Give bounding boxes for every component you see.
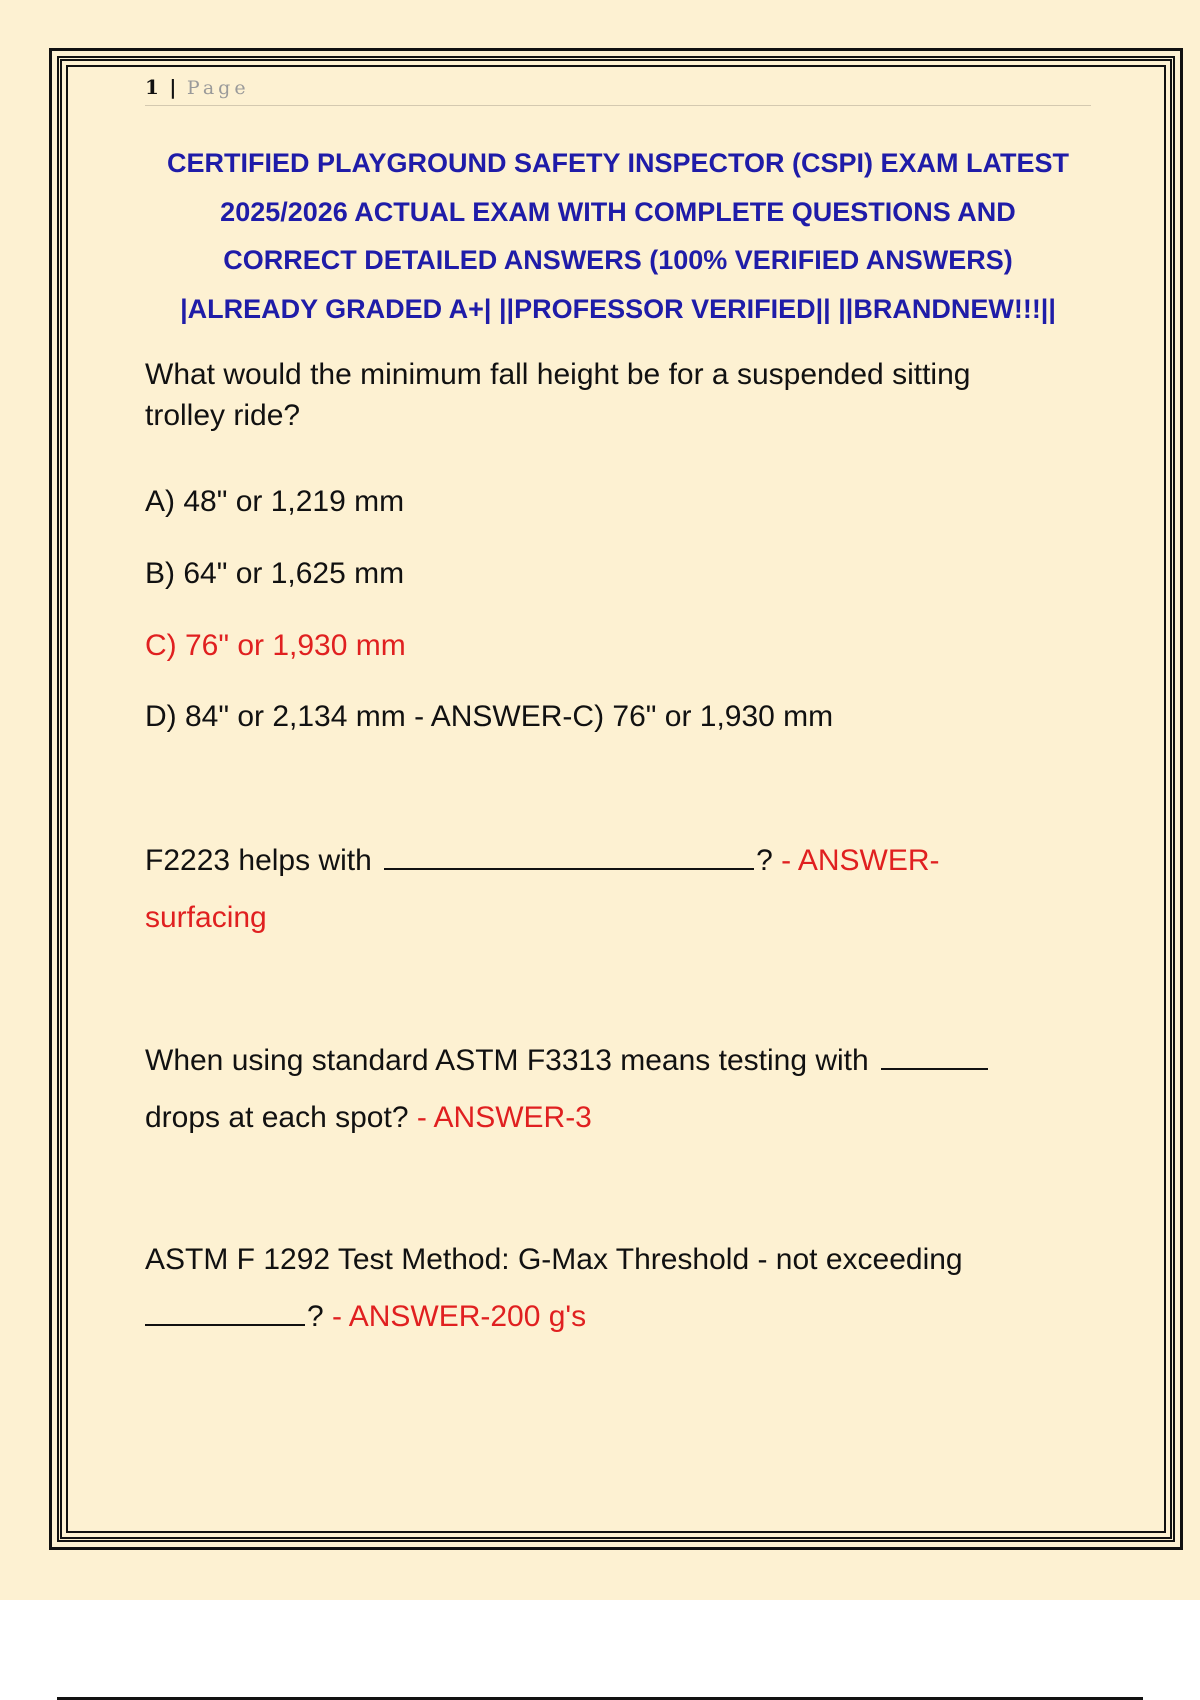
question-3-text: drops at each spot? bbox=[145, 1101, 409, 1134]
question-2-suffix: ? bbox=[756, 844, 773, 877]
question-2-blank bbox=[384, 838, 754, 870]
title-line-2: 2025/2026 ACTUAL EXAM WITH COMPLETE QUESTIONS AND bbox=[220, 196, 1016, 227]
title-line-1: CERTIFIED PLAYGROUND SAFETY INSPECTOR (CSPI) EXAM LATEST bbox=[166, 148, 1070, 178]
question-3-line-1 bbox=[145, 1033, 1091, 1089]
question-4-answer: - ANSWER-200 g's bbox=[323, 1300, 587, 1333]
question-4-line-1: ASTM F 1292 Test Method: G-Max Threshold - not exceeding bbox=[145, 1243, 963, 1276]
question-3-prefix: When using standard ASTM F3313 means testing with bbox=[145, 1044, 869, 1077]
question-2-answer: surfacing bbox=[145, 901, 267, 934]
page-separator: | bbox=[169, 75, 177, 99]
title-line-3: CORRECT DETAILED ANSWERS (100% VERIFIED ANSWERS) bbox=[223, 245, 1013, 275]
question-1-option-a: A) 48" or 1,219 mm bbox=[145, 485, 405, 518]
question-1-text-line-1: What would the minimum fall height be for a suspended sitting bbox=[145, 358, 971, 391]
question-3-line-2 bbox=[145, 1090, 1091, 1146]
question-1-option-b: B) 64" or 1,625 mm bbox=[145, 557, 405, 590]
document-title bbox=[145, 139, 1091, 333]
page-header bbox=[145, 74, 1091, 106]
page-number: 1 bbox=[145, 75, 159, 99]
question-3-blank bbox=[881, 1038, 988, 1070]
question-4-blank bbox=[145, 1294, 305, 1326]
question-1-text-line-2: trolley ride? bbox=[145, 399, 301, 432]
question-2-answer-label: - ANSWER- bbox=[772, 844, 940, 877]
question-3-answer: - ANSWER-3 bbox=[408, 1101, 592, 1134]
page-label: Page bbox=[186, 77, 250, 99]
question-4-line-2 bbox=[145, 1289, 1091, 1345]
title-line-4: |ALREADY GRADED A+| ||PROFESSOR VERIFIED|| ||BRANDNEW!!!|| bbox=[180, 293, 1056, 324]
question-4-suffix: ? bbox=[307, 1300, 324, 1333]
question-2-line-1 bbox=[145, 833, 1091, 889]
question-1-option-c-correct: C) 76" or 1,930 mm bbox=[145, 629, 406, 662]
question-1-option-d-with-answer: D) 84" or 2,134 mm - ANSWER-C) 76" or 1,930 mm bbox=[145, 700, 834, 733]
question-2-prefix: F2223 helps with bbox=[145, 844, 372, 877]
